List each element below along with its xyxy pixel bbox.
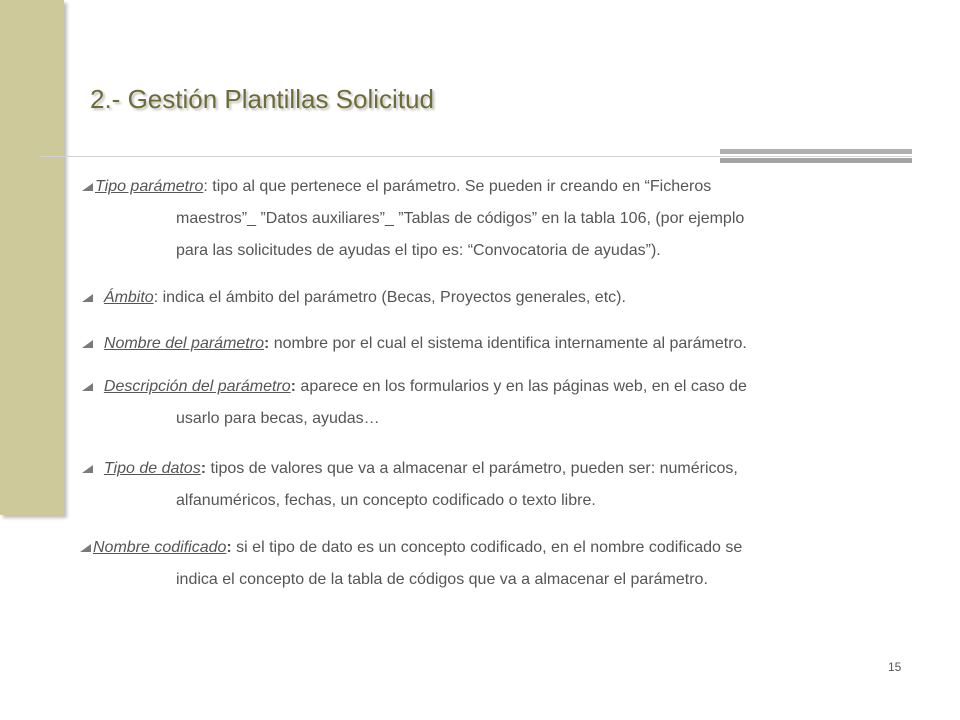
list-item-continuation: indica el concepto de la tabla de códigos que va a almacenar el parámetro. <box>176 571 708 588</box>
bullet-icon <box>82 465 93 473</box>
decorative-bar-2 <box>720 158 912 163</box>
list-item-colon: : <box>203 178 208 195</box>
list-item-continuation: alfanuméricos, fechas, un concepto codificado o texto libre. <box>176 492 596 509</box>
list-item-descripcion-parametro <box>82 371 747 435</box>
list-item-first-line <box>82 328 747 360</box>
page-number: 15 <box>888 660 902 674</box>
list-item-tipo-datos <box>82 453 738 517</box>
list-item-term: Descripción del parámetro <box>103 378 291 395</box>
bullet-icon <box>82 383 93 391</box>
list-item-nombre-codificado <box>80 532 742 596</box>
list-item-colon: : <box>226 539 232 556</box>
list-item-first-line <box>82 282 626 314</box>
list-item-text: si el tipo de dato es un concepto codificado, en el nombre codificado se <box>231 539 743 556</box>
list-item-continuation: para las solicitudes de ayudas el tipo es: “Convocatoria de ayudas”). <box>176 242 661 259</box>
list-item-first-line <box>82 371 747 403</box>
list-item-colon: : <box>263 335 270 352</box>
bullet-icon <box>82 294 93 302</box>
list-item-continuation: usarlo para becas, ayudas… <box>176 410 380 427</box>
list-item-text: tipos de valores que va a almacenar el parámetro, pueden ser: numéricos, <box>206 460 738 477</box>
bullet-icon <box>80 544 91 552</box>
list-item-term: Tipo de datos <box>103 460 201 477</box>
list-item-colon: : <box>200 460 207 477</box>
list-item-first-line <box>80 532 742 564</box>
list-item-colon: : <box>153 289 159 306</box>
left-accent-bar <box>0 0 64 515</box>
bullet-icon <box>82 340 93 348</box>
list-item-term: Ámbito <box>103 289 154 306</box>
list-item-text: indica el ámbito del parámetro (Becas, Proyectos generales, etc). <box>158 289 626 306</box>
list-item-ambito <box>82 282 626 314</box>
bullet-icon <box>82 183 93 191</box>
list-item-term: Nombre codificado <box>93 539 227 556</box>
decorative-bar-1 <box>720 149 912 154</box>
list-item-nombre-parametro <box>82 328 747 360</box>
decorative-bars <box>720 149 912 167</box>
list-item-colon: : <box>290 378 296 395</box>
list-item-text: nombre por el cual el sistema identifica internamente al parámetro. <box>269 335 747 352</box>
list-item-term: Tipo parámetro <box>95 178 204 195</box>
list-item-first-line <box>82 453 738 485</box>
list-item-continuation: maestros”_ ”Datos auxiliares”_ ”Tablas de códigos” en la tabla 106, (por ejemplo <box>176 210 745 227</box>
list-item-text: aparece en los formularios y en las páginas web, en el caso de <box>295 378 747 395</box>
list-item-first-line <box>82 171 744 203</box>
list-item-text: tipo al que pertenece el parámetro. Se pueden ir creando en “Ficheros <box>207 178 712 195</box>
slide-title: 2.- Gestión Plantillas Solicitud <box>90 84 434 114</box>
list-item-term: Nombre del parámetro <box>103 335 264 352</box>
list-item-tipo-parametro <box>82 171 744 267</box>
